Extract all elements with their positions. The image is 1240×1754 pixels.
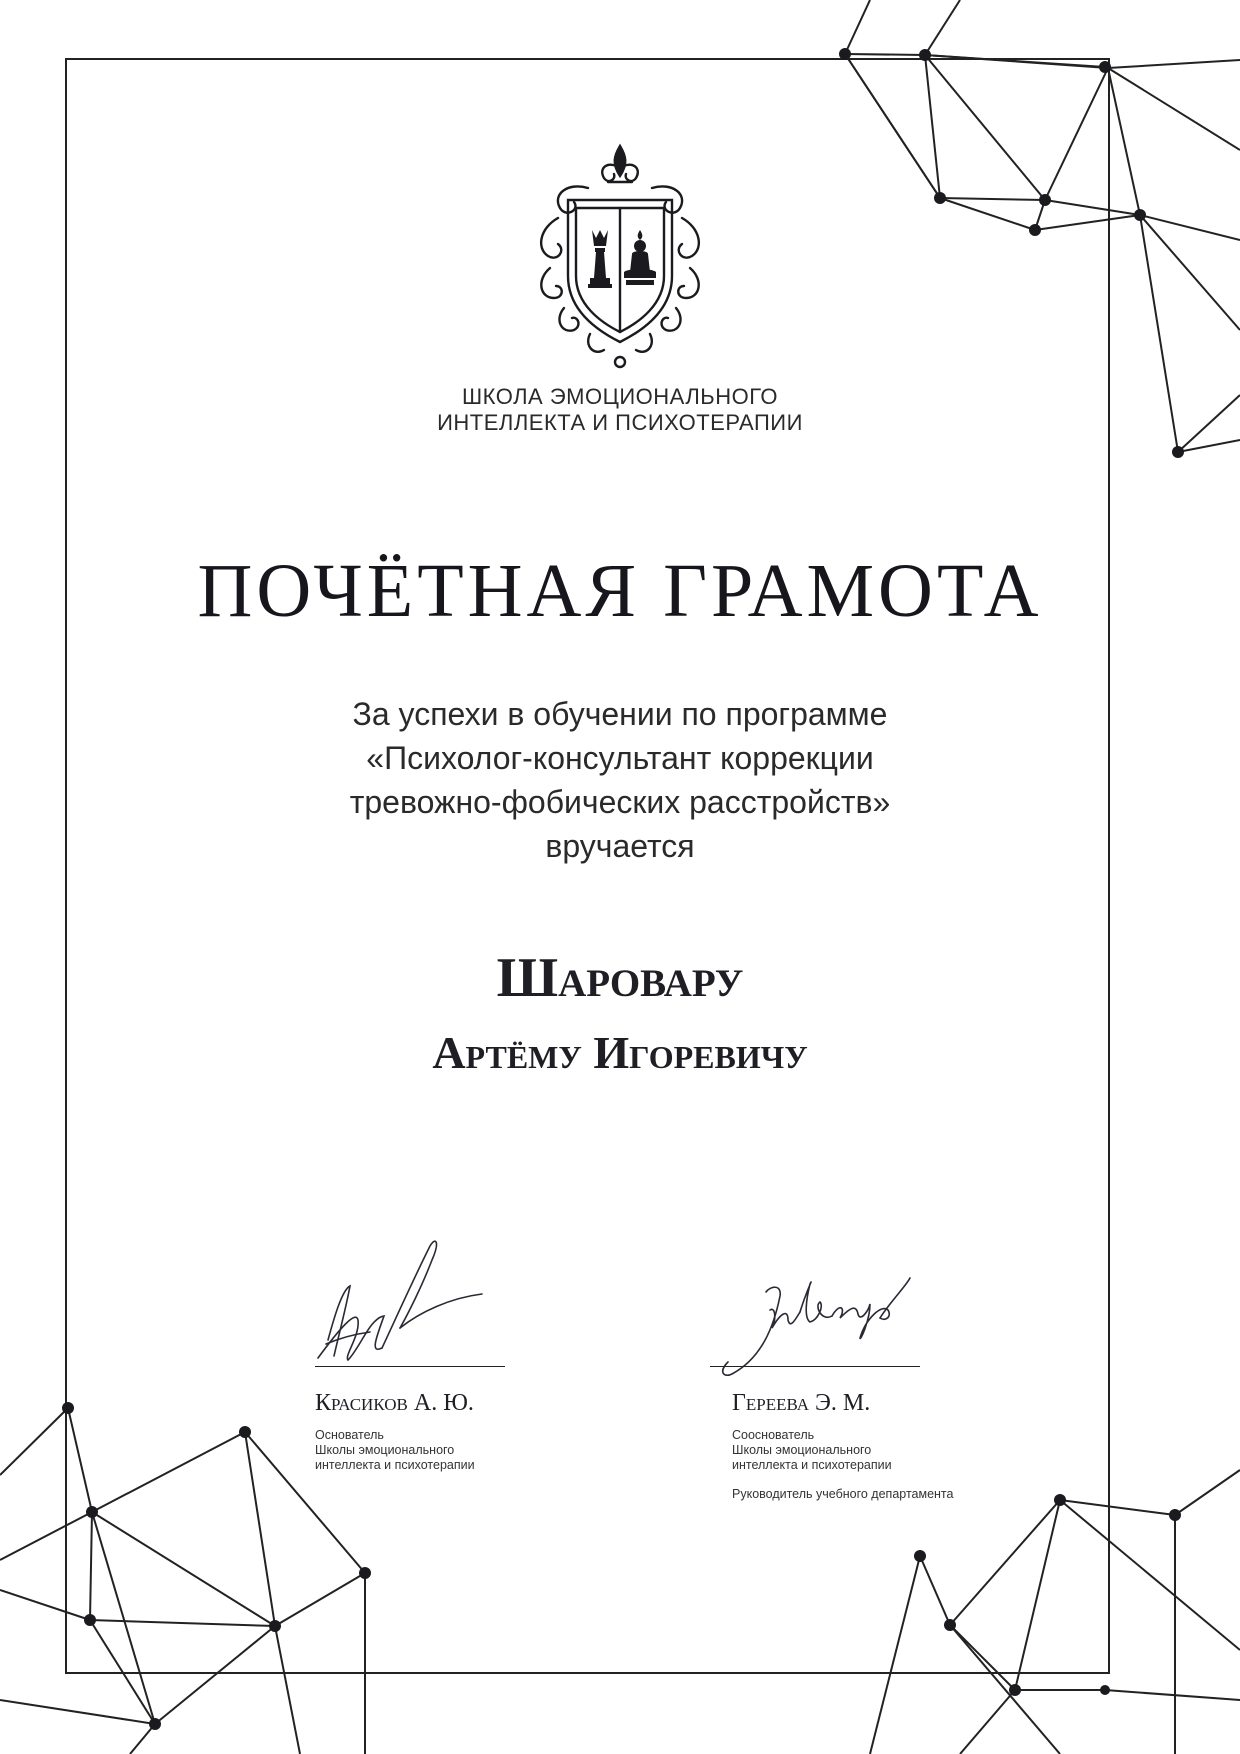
- reason-line1: За успехи в обучении по программе: [352, 696, 888, 732]
- reason-line3: тревожно-фобических расстройств»: [349, 784, 891, 820]
- signature-line-right: [710, 1366, 920, 1367]
- right-role-line2: Школы эмоционального: [732, 1443, 872, 1457]
- recipient-given-names: Артёму Игоревичу: [432, 1027, 808, 1078]
- school-name-line1: ШКОЛА ЭМОЦИОНАЛЬНОГО: [462, 384, 778, 409]
- signatory-right-role: [732, 1428, 953, 1502]
- reason-line2: «Психолог-консультант коррекции: [366, 740, 874, 776]
- left-role-line3: интеллекта и психотерапии: [315, 1458, 475, 1472]
- reason-line4: вручается: [545, 828, 695, 864]
- signature-line-left: [315, 1366, 505, 1367]
- signature-left-image: [300, 1228, 490, 1388]
- signature-right-image: [710, 1262, 930, 1392]
- recipient-surname: Шаровару: [496, 947, 744, 1009]
- certificate-title: ПОЧЁТНАЯ ГРАМОТА: [197, 549, 1043, 633]
- school-name: [0, 384, 1240, 436]
- left-role-line1: Основатель: [315, 1428, 384, 1442]
- award-reason: [0, 692, 1240, 868]
- right-role-line1: Сооснователь: [732, 1428, 815, 1442]
- school-name-line2: ИНТЕЛЛЕКТА И ПСИХОТЕРАПИИ: [437, 410, 803, 435]
- signatory-right-name: Гереева Э. М.: [732, 1390, 871, 1416]
- signatory-left-role: [315, 1428, 475, 1473]
- right-role-line3: интеллекта и психотерапии: [732, 1458, 892, 1472]
- signatory-left-name: Красиков А. Ю.: [315, 1390, 474, 1416]
- left-role-line2: Школы эмоционального: [315, 1443, 455, 1457]
- right-role-line4: Руководитель учебного департамента: [732, 1487, 954, 1501]
- school-emblem-icon: [528, 138, 713, 373]
